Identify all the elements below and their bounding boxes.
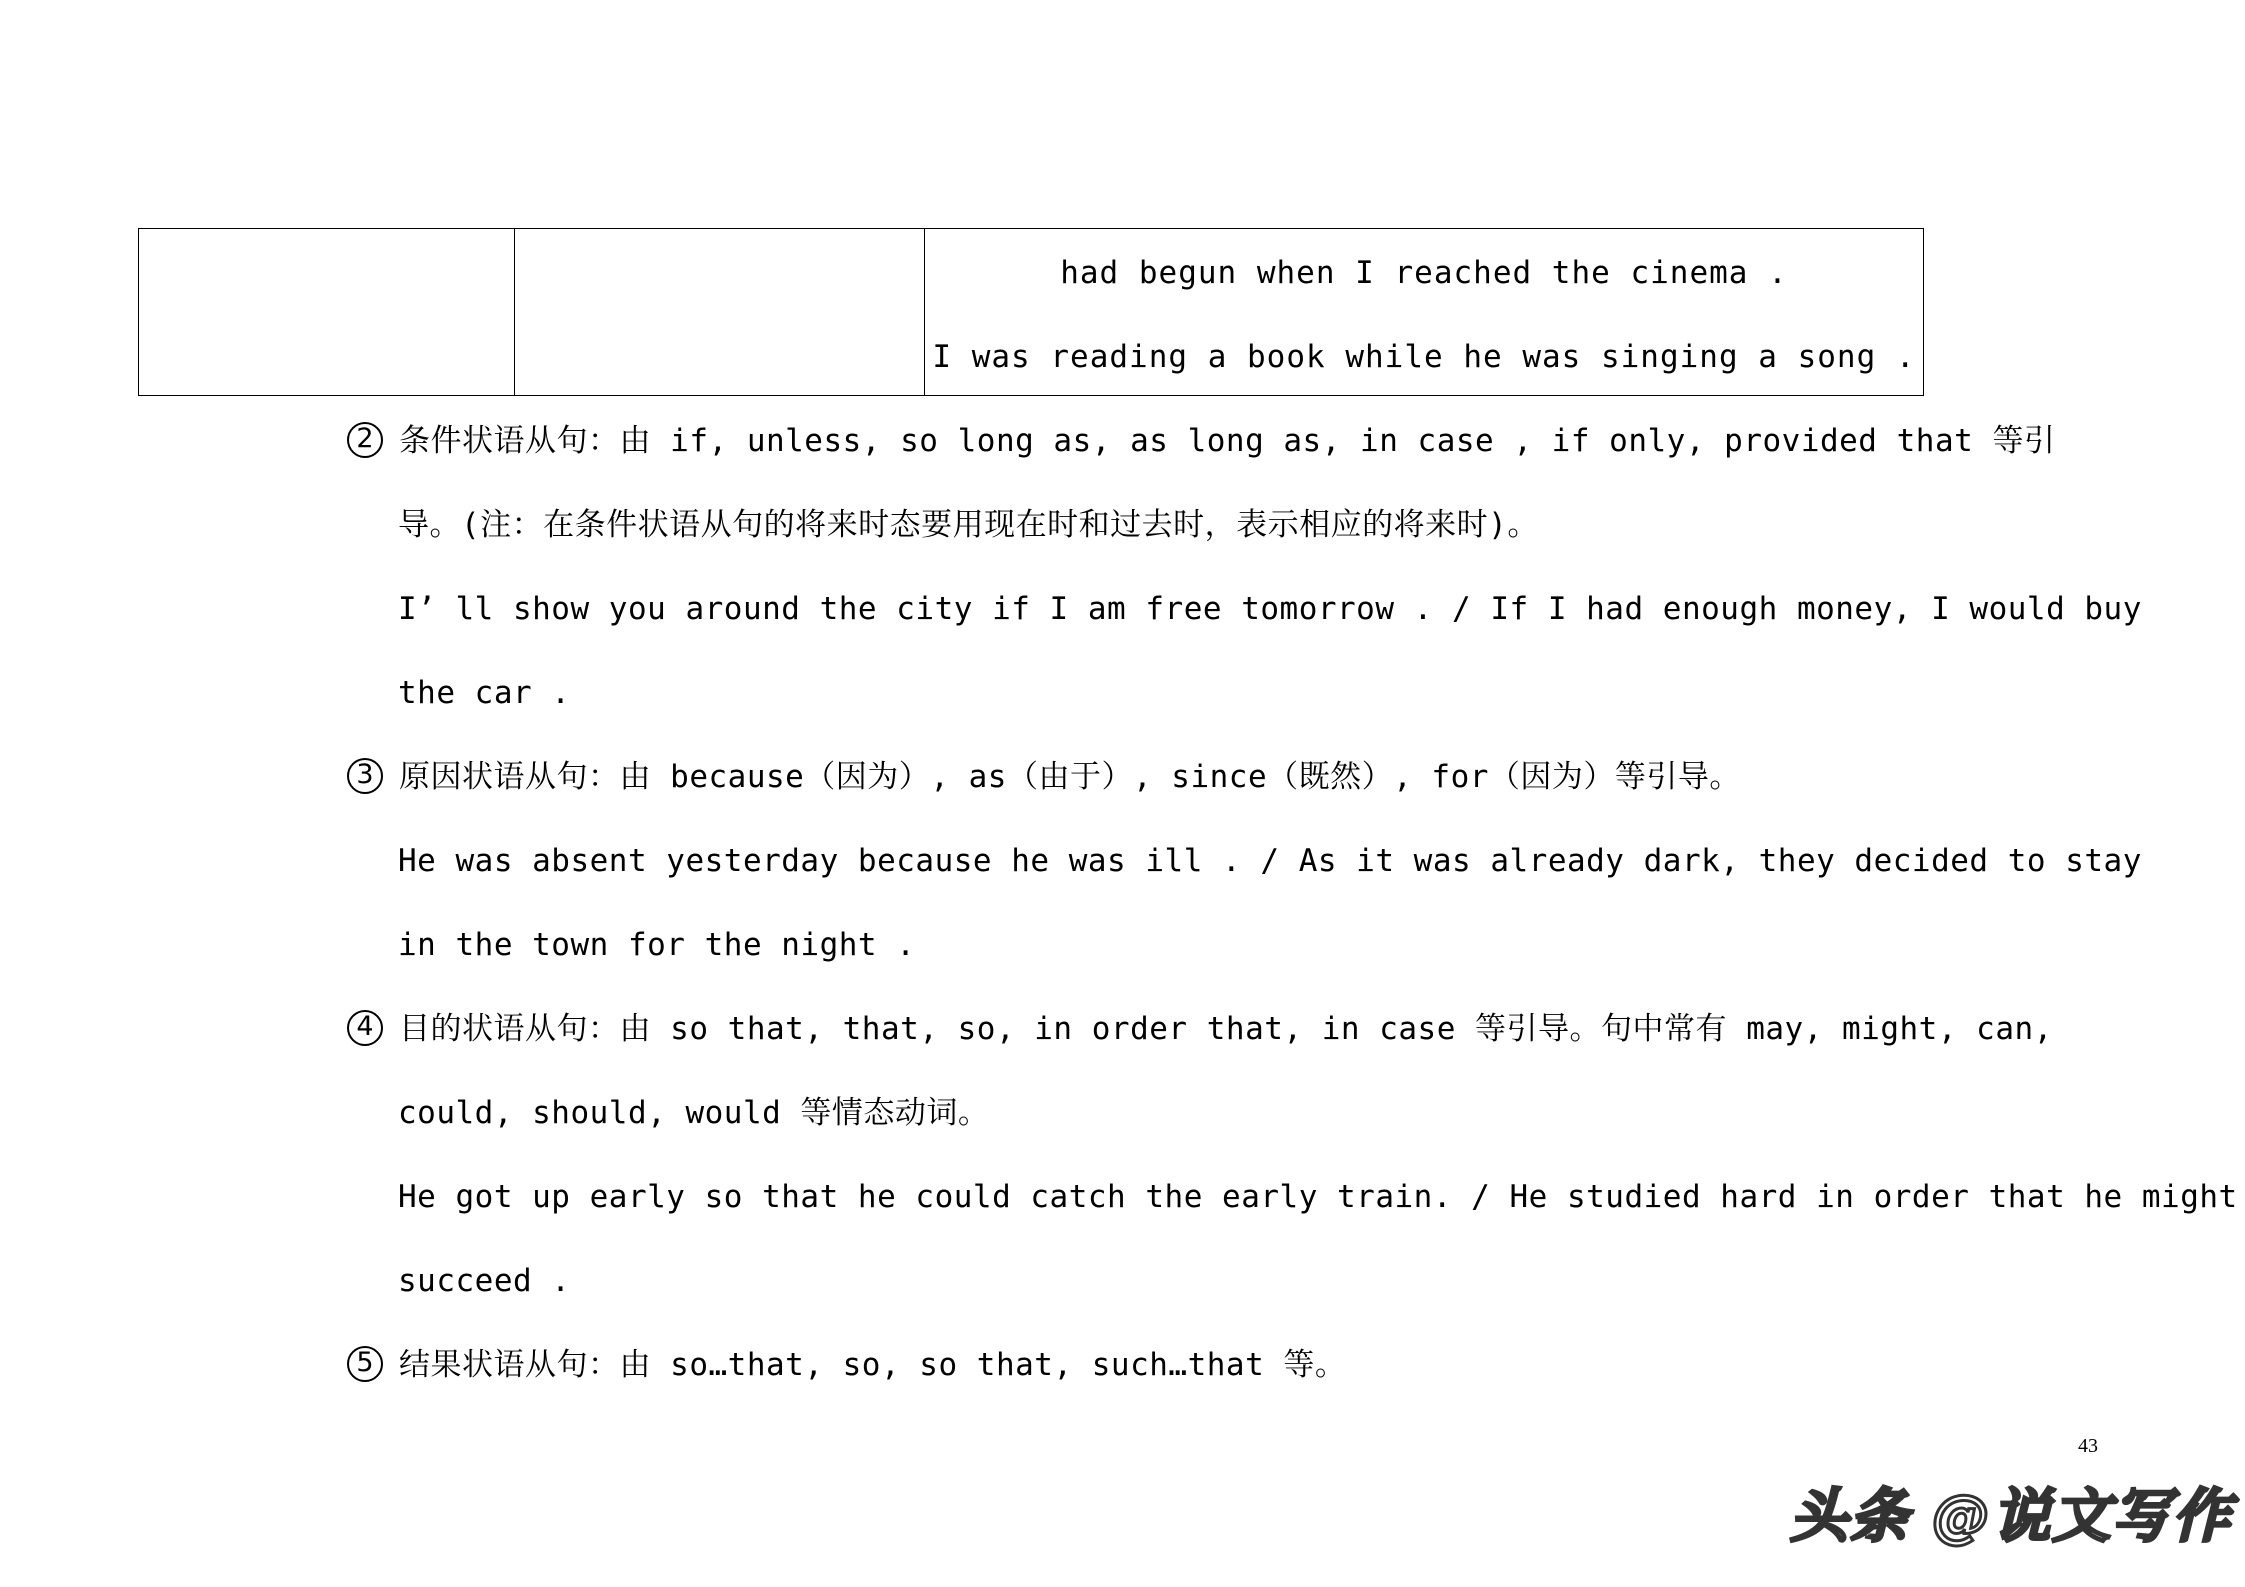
reason-example-2: in the town for the night . xyxy=(398,927,916,963)
reason-heading-text: 原因状语从句：由 because（因为）, as（由于）, since（既然）, for（因为）等引导。 xyxy=(399,759,1741,795)
purpose-example-2: succeed . xyxy=(398,1263,571,1299)
reason-example-1: He was absent yesterday because he was ill . / As it was already dark, they decided to stay xyxy=(398,843,2142,879)
watermark: 头条 @说文写作 xyxy=(1790,1482,2233,1550)
purpose-heading-cont: could, should, would 等情态动词。 xyxy=(398,1095,990,1131)
circled-number-4: 4 xyxy=(347,1010,383,1046)
table-cell-empty-2 xyxy=(515,229,925,395)
circled-number-2: 2 xyxy=(347,422,383,458)
reason-heading xyxy=(347,755,2062,799)
table-cell-empty-1 xyxy=(139,229,515,395)
table-example-1: had begun when I reached the cinema . xyxy=(1060,255,1788,291)
circled-number-3: 3 xyxy=(347,758,383,794)
result-heading xyxy=(347,1343,2062,1387)
purpose-example-1: He got up early so that he could catch the early train. / He studied hard in order that he might xyxy=(398,1179,2238,1215)
condition-example-1: I’ ll show you around the city if I am free tomorrow . / If I had enough money, I would buy xyxy=(398,591,2142,627)
condition-heading-text: 条件状语从句：由 if, unless, so long as, as long as, in case , if only, provided that 等引 xyxy=(399,423,2056,459)
table-example-2: I was reading a book while he was singing a song . xyxy=(932,339,1916,375)
grammar-table xyxy=(138,228,1924,396)
result-heading-text: 结果状语从句：由 so…that, so, so that, such…that 等。 xyxy=(399,1347,1347,1383)
page-number: 43 xyxy=(2078,1435,2098,1457)
purpose-heading-text: 目的状语从句：由 so that, that, so, in order that, in case 等引导。句中常有 may, might, can, xyxy=(399,1011,2053,1047)
condition-heading xyxy=(347,419,2062,463)
condition-heading-cont: 导。(注：在条件状语从句的将来时态要用现在时和过去时，表示相应的将来时)。 xyxy=(398,507,1539,543)
table-cell-examples xyxy=(925,229,1923,395)
circled-number-5: 5 xyxy=(347,1346,383,1382)
condition-example-2: the car . xyxy=(398,675,571,711)
purpose-heading xyxy=(347,1007,2062,1051)
